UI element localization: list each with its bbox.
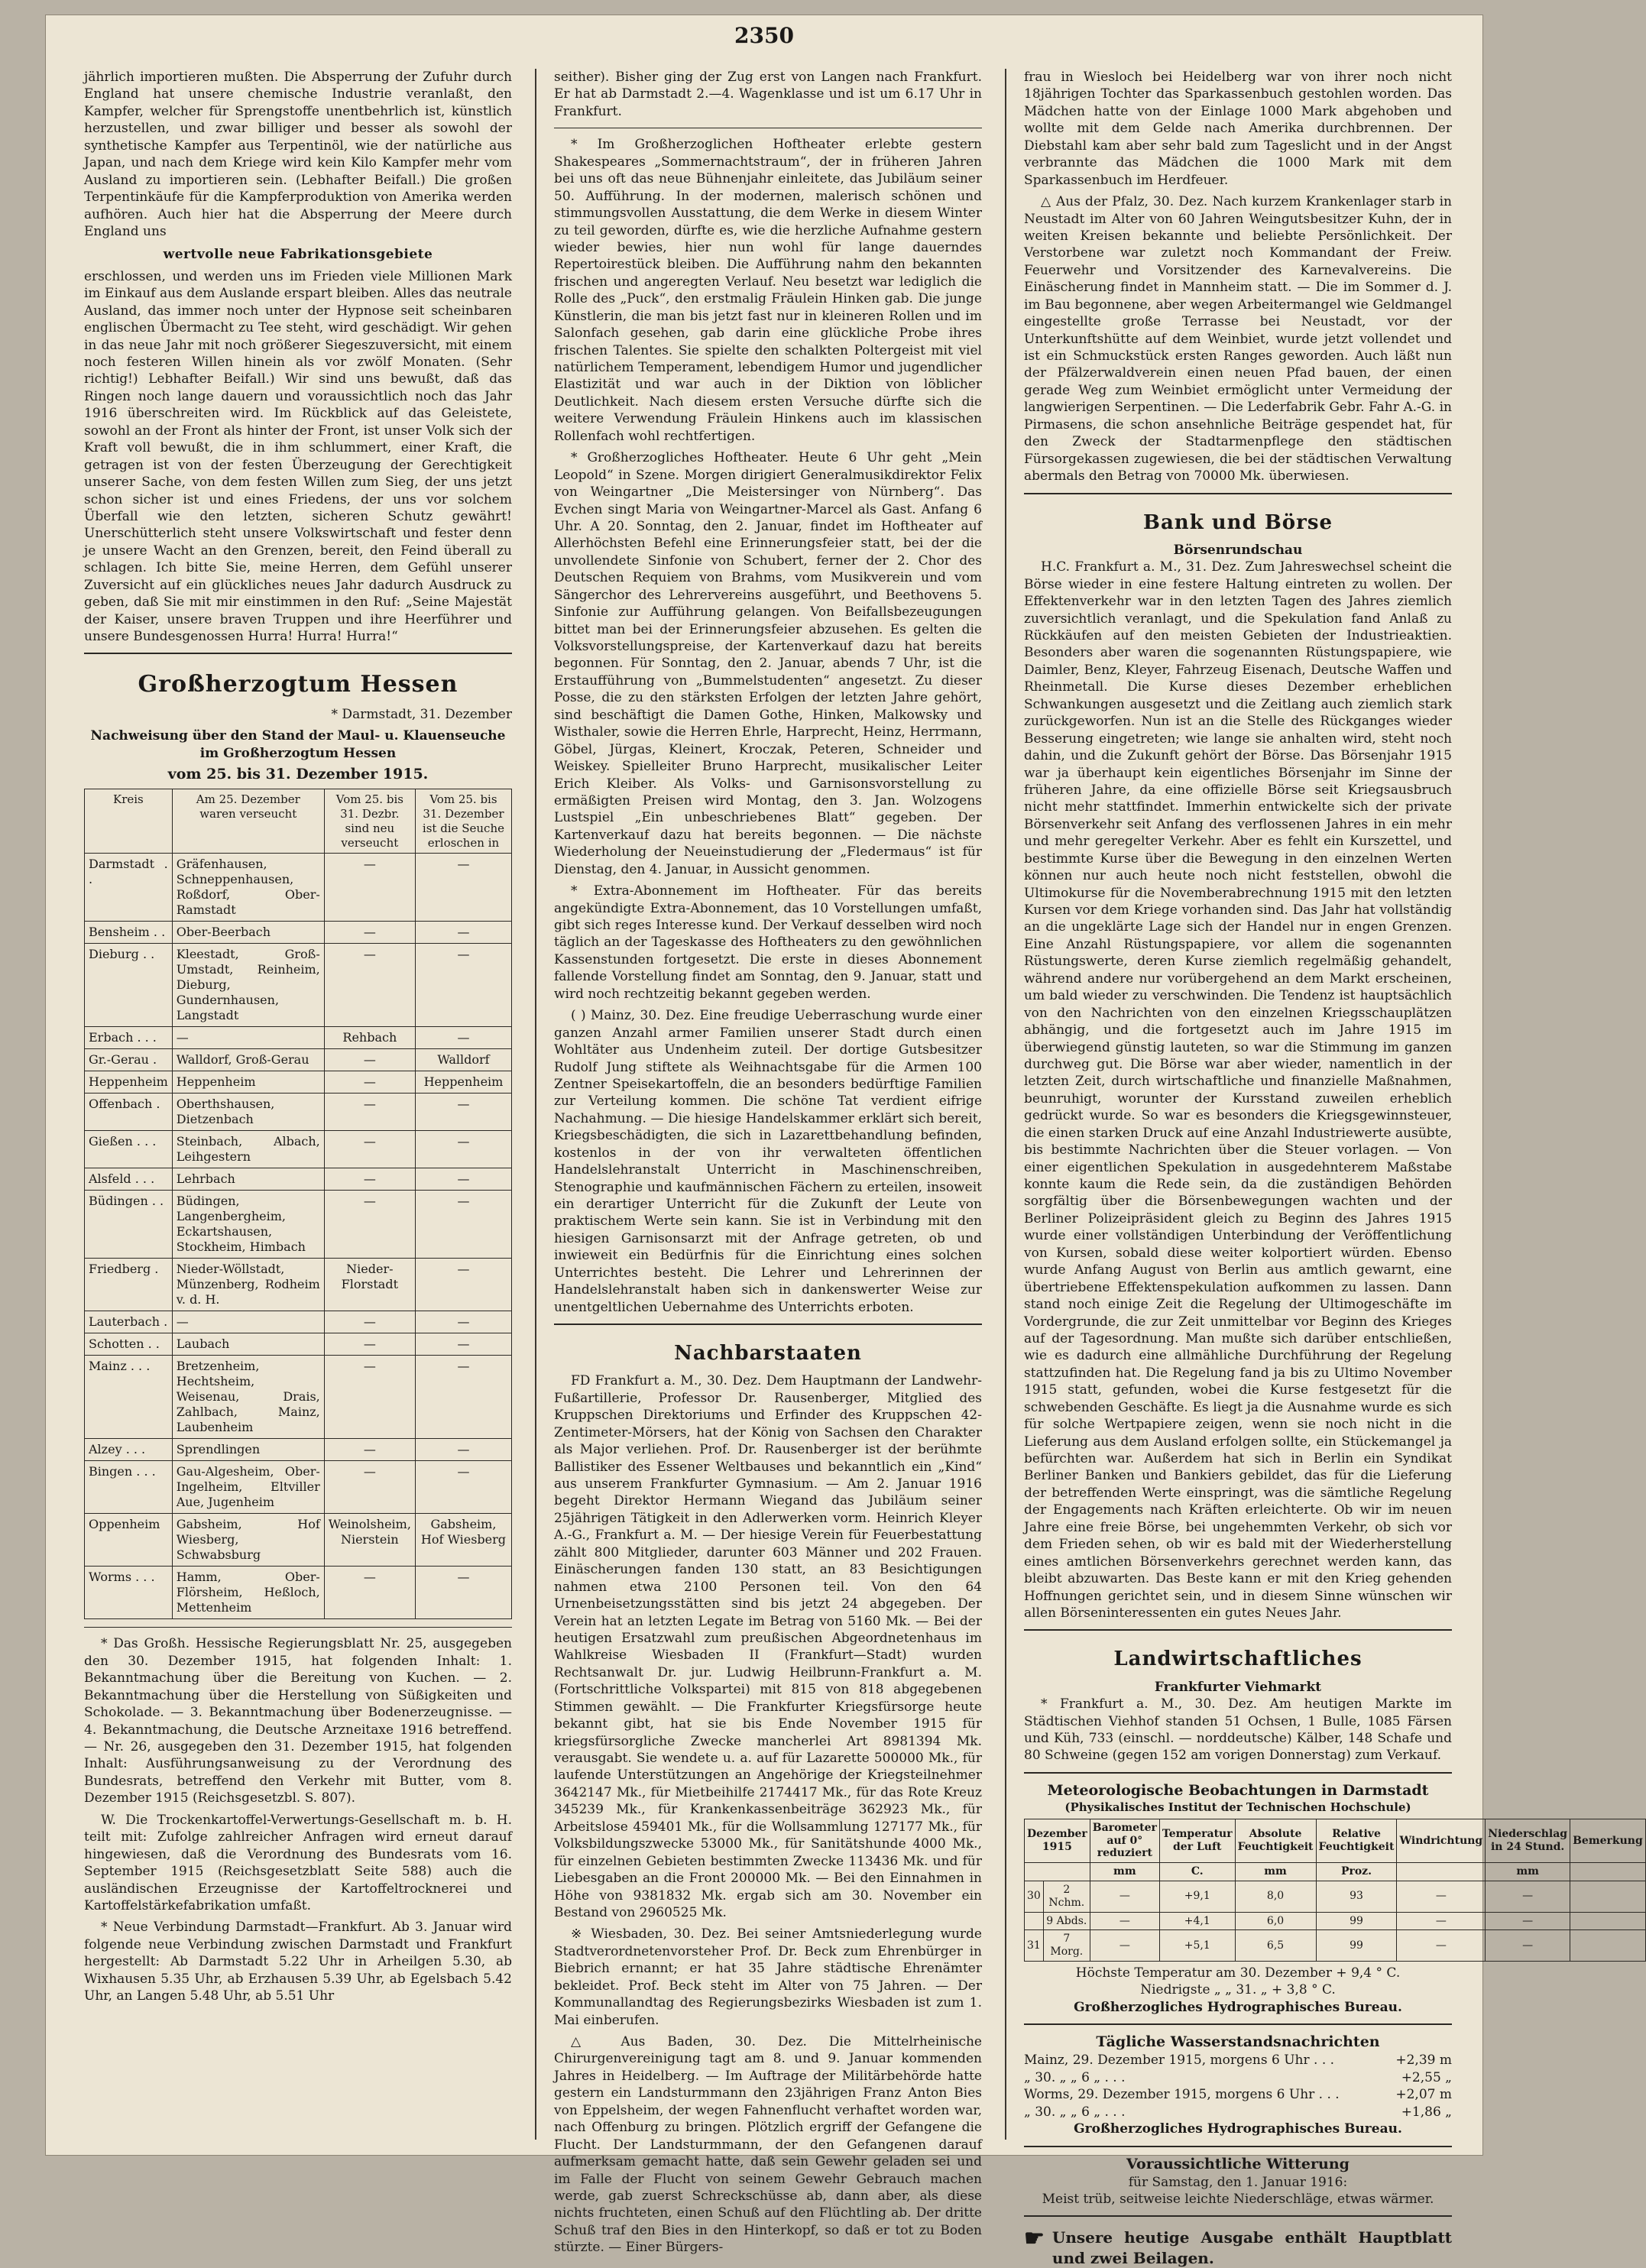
- divider: [1024, 493, 1452, 494]
- table-cell: Laubach: [172, 1333, 324, 1356]
- table-row: [85, 854, 512, 922]
- table-cell: [1570, 1881, 1646, 1912]
- table-row: [85, 1356, 512, 1439]
- weather-date: für Samstag, den 1. Januar 1916:: [1128, 2174, 1348, 2190]
- table-cell: —: [324, 1356, 415, 1439]
- table-header: Temperatur der Luft: [1159, 1819, 1235, 1862]
- table-cell: 93: [1316, 1881, 1397, 1912]
- table-header: Am 25. Dezember waren verseucht: [172, 789, 324, 854]
- table-cell: —: [324, 1094, 415, 1131]
- table-cell: Erbach . . .: [85, 1027, 173, 1049]
- table-cell: —: [415, 1356, 511, 1439]
- divider: [1024, 2146, 1452, 2147]
- table-cell: 30: [1025, 1881, 1044, 1912]
- temp-min: Niedrigste „ „ 31. „ + 3,8 ° C.: [1140, 1982, 1336, 1998]
- table-cell: Gau-Algesheim, Ober-Ingelheim, Eltviller Aue, Jugenheim: [172, 1461, 324, 1514]
- table-cell: Oppenheim: [85, 1514, 173, 1567]
- table-header: Windrichtung: [1397, 1819, 1486, 1862]
- table-cell: —: [415, 1094, 511, 1131]
- table-cell: —: [172, 1027, 324, 1049]
- table-cell: —: [324, 1191, 415, 1259]
- divider: [84, 1627, 512, 1628]
- table-cell: —: [415, 922, 511, 944]
- section-title-agri: Landwirtschaftliches: [1113, 1648, 1362, 1671]
- news-item: H.C. Frankfurt a. M., 31. Dez. Zum Jahreswechsel scheint die Börse wieder in eine festere Haltung eintreten zu wollen. Der Effektenverkehr war in den letzten Tagen des Jahres ziemlich zuversichtlich veranlagt, und die Spekulation fand Anlaß zu Rückkäufen auf den meisten Gebieten der Industrieaktien. Besonders aber waren die sogenannten Rüstungspapiere, wie Daimler, Benz, Kleyer, Fahrzeug Eisenach, Deutsche Waffen und Rheinmetall. Die Kurse dieses Dezember erheblichen Schwankungen ausgesetzt und die Zeitlang auch ziemlich stark zurückgeworfen. Nun ist an die Stelle des Rückganges wieder Besserung eingetreten; wie lange sie anhalten wird, steht noch dahin, und die Zukunft gehört der Börse. Das Börsenjahr 1915 war ja überhaupt kein eigentliches Börsenjahr im Sinne der früheren Jahre, da eine offizielle Börse seit Kriegsausbruch nicht mehr stattfindet. Immerhin entwickelte sich der private Börsenverkehr seit Anfang des verflossenen Jahres in ein mehr und mehr geregelter Verkehr. Aber es fehlt ein Kurszettel, und bestimmte Kurse über die Bewegung in den einzelnen Werten können nur auch heute noch nicht feststellen, obwohl die Ultimokurse für die Novemberabrechnung 1915 mit den letzten Kursen vor dem Kriege vorhanden sind. Das Jahr hat vollständig an die ungeklärte Lage sich der Handel nur in engen Grenzen. Eine Anzahl Rüstungspapiere, vor allem die sogenannten Rüstungswerte, deren Kurse ziemlich regelmäßig gehandelt, während andere nur vorübergehend an dem Markt erscheinen, um bald wieder zu verschwinden. Die Tendenz ist hauptsächlich von den Nachrichten von den einzelnen Kriegsschauplätzen abhängig, und die fortgesetzt auch im Jahre 1915 im überwiegend günstig lauteten, so war die Stimmung im ganzen durchweg gut. Die Börse war aber wieder, namentlich in der letzten Zeit, durch wirtschaftliche und finanzielle Maßnahmen, beunruhigt, worunter der Kursstand zuweilen erheblich gedrückt wurde. So war es besonders die Kriegsgewinnsteuer, die einen starken Druck auf eine Anzahl Industriewerte ausübte, bis bestimmte Nachrichten über die Steuer vorlagen. — Von einer eigentlichen Spekulation in ausgedehnterem Maßstabe konnte kaum die Rede sein, da die zuständigen Behörden sorgfältig über die Börsenbewegungen wachten und der Berliner Polizeipräsident gleich zu Beginn des Jahres 1915 wurde einer vollständigen Unterbindung der Veröffentlichung von Kursen, sobald diese weiter kolportiert würden. Ebenso wurde Anfang August von Berlin aus amtlich gewarnt, eine übertriebene Effektenspekulation aufkommen zu lassen. Dann stand noch einige Zeit die Regelung der Ultimogeschäfte im Vordergrunde, die zur Zeit unmittelbar vor Beginn des Krieges auf der Tagesordnung. Man mußte sich darüber entschließen, wie es dadurch eine allmähliche Durchführung der Regelung stattzufinden hat. Die Regelung fand ja bis zu Ultimo November 1915 statt, gefunden, wobei die Kurse festgesetzt für die schwebenden Geschäfte. Es liegt ja die Ausnahme wurde es sich für solche Wertpapiere zeigen, wenn sie noch nicht in die Lieferung aus dem Ausland erfolgen sollte, ein Stückemangel ja befürchten war. Außerdem hat sich in Berlin ein Syndikat Berliner Banken und Bankiers gebildet, das für die Lieferung der betreffenden Werte einspringt, was die sämtliche Regelung der Engagements nach Kräften erleichterte. Ob wir im neuen Jahre eine freie Börse, bei ungehemmten Verkehr, ob sich vor dem Frieden sehen, ob wir es bald mit der Wiederherstellung eines amtlichen Börsenverkehrs gerechnet werden kann, das bleibt abzuwarten. Das Beste kann er mit den Krieg gehenden Hoffnungen gerichtet sein, und in diesem Sinne wünschen wir allen Börseninteressenten ein gutes Neues Jahr.: [1024, 559, 1452, 1621]
- dateline: * Darmstadt, 31. Dezember: [331, 707, 512, 723]
- column-right: [1024, 69, 1643, 2267]
- table-cell: 31: [1025, 1930, 1044, 1962]
- news-item: △ Aus der Pfalz, 30. Dez. Nach kurzem Krankenlager starb in Neustadt im Alter von 60 Jahren Weingutsbesitzer Kuhn, der in weiten Kreisen bekannte und beliebte Persönlichkeit. Der Verstorbene war zuletzt noch Kommandant der Freiw. Feuerwehr und Vorsitzender des Karnevalvereins. Die Einäscherung findet in Mannheim statt. — Die im Sommer d. J. im Bau begonnene, aber wegen Arbeitermangel wie Geldmangel eingestellte große Terrasse bei Neustadt, vor der Unterkunftshütte auf dem Weinbiet, wurde jetzt vollendet und ist ein Schmuckstück ersten Ranges geworden. Auch läßt nun der Pfälzerwaldverein einen neuen Pfad bauen, der einen gerade Weg zum Weinbiet ermöglicht unter Vermeidung der langwierigen Serpentinen. — Die Lederfabrik Gebr. Fahr A.-G. in Pirmasens, die schon ansehnliche Beiträge gespendet hat, für den Zweck der Stadtarmenpflege den städtischen Fürsorgekassen zugewiesen, die bei der städtischen Verwaltung abermals den Betrag von 70000 Mk. überwiesen.: [1024, 194, 1452, 484]
- news-item: ( ) Mainz, 30. Dez. Eine freudige Ueberraschung wurde einer ganzen Anzahl armer Familien unserer Stadt durch einen Wohltäter aus Undenheim zuteil. Der dortige Gutsbesitzer Rudolf Jung stiftete als Weihnachtsgabe für die Armen 100 Zentner Speisekartoffeln, die an besonders bedürftige Familien zur Verteilung kommen. Die schöne Tat verdient eifrige Nachahmung. — Die hiesige Handelskammer erklärt sich bereit, Kriegsbeschädigten, die sich in Lazarettbehandlung befinden, kostenlos in der von ihr verwalteten öffentlichen Handelslehranstalt Unterricht in Maschinenschreiben, Stenographie und kaufmännischen Fächern zu erteilen, insoweit ein derartiger Unterricht für die Zukunft der Leute von praktischem Werte sein kann. Sie ist in Verbindung mit den hiesigen Garnisonsarzt mit der Anfrage getreten, ob und inwieweit ein Bedürfnis für die Einrichtung eines solchen Unterrichtes besteht. Die Lehrer und Lehrerinnen der Handelslehranstalt haben sich in dankenswerter Weise zur unentgeltlichen Uebernahme des Unterrichts erboten.: [554, 1008, 982, 1315]
- table-cell: Schotten . .: [85, 1333, 173, 1356]
- table-cell: —: [324, 944, 415, 1027]
- water-value: +2,39 m: [1395, 2053, 1452, 2069]
- table-row: [85, 1027, 512, 1049]
- table-cell: —: [324, 1049, 415, 1071]
- table-cell: —: [415, 1333, 511, 1356]
- news-item: * Das Großh. Hessische Regierungsblatt Nr. 25, ausgegeben den 30. Dezember 1915, hat folgenden Inhalt: 1. Bekanntmachung über die Bereitung von Kuchen. — 2. Bekanntmachung über die Herstellung von Süßigkeiten und Schokolade. — 3. Bekanntmachung über Bodenerzeugnisse. — 4. Bekanntmachung, die Deutsche Arzneitaxe 1916 betreffend. — Nr. 26, ausgegeben den 31. Dezember 1915, hat folgenden Inhalt: Ausführungsanweisung zu der Verordnung des Bundesrats, betreffend den Verkehr mit Butter, vom 8. Dezember 1915 (Reichsgesetzbl. S. 807).: [84, 1636, 512, 1806]
- section-title-hessen: Großherzogtum Hessen: [138, 671, 458, 698]
- table-cell: Alzey . . .: [85, 1439, 173, 1461]
- table-body: [1025, 1881, 1646, 1961]
- table-header-row: [1025, 1819, 1646, 1862]
- report-period: vom 25. bis 31. Dezember 1915.: [167, 766, 429, 783]
- table-cell: Nieder-Wöllstadt, Münzenberg, Rodheim v. d. H.: [172, 1259, 324, 1311]
- table-cell: Alsfeld . . .: [85, 1168, 173, 1191]
- water-title: Tägliche Wasserstandsnachrichten: [1096, 2033, 1380, 2051]
- table-row: [85, 1333, 512, 1356]
- water-label: „ 30. „ „ 6 „ . . .: [1024, 2069, 1126, 2085]
- table-header-row: [85, 789, 512, 854]
- table-cell: Gräfenhausen, Schneppenhausen, Roßdorf, Ober-Ramstadt: [172, 854, 324, 922]
- table-cell: 6,0: [1235, 1912, 1316, 1930]
- table-cell: Sprendlingen: [172, 1439, 324, 1461]
- table-row: [85, 1439, 512, 1461]
- table-cell: —: [172, 1311, 324, 1333]
- table-header: Dezember 1915: [1025, 1819, 1090, 1862]
- table-cell: —: [324, 922, 415, 944]
- table-header: Absolute Feuchtigkeit: [1235, 1819, 1316, 1862]
- pointing-hand-icon: ☛: [1024, 2225, 1045, 2253]
- table-cell: —: [415, 1567, 511, 1619]
- table-cell: Gr.-Gerau .: [85, 1049, 173, 1071]
- table-cell: 8,0: [1235, 1881, 1316, 1912]
- table-cell: [1570, 1930, 1646, 1962]
- table-row: [85, 1567, 512, 1619]
- table-row: [85, 1461, 512, 1514]
- weather-text: Meist trüb, seitweise leichte Niederschläge, etwas wärmer.: [1042, 2192, 1434, 2208]
- table-cell: —: [1486, 1881, 1570, 1912]
- water-source: Großherzogliches Hydrographisches Bureau.: [1074, 2121, 1402, 2137]
- table-row: [85, 1311, 512, 1333]
- table-cell: [1570, 1912, 1646, 1930]
- news-item: △ Aus Baden, 30. Dez. Die Mittelrheinische Chirurgenvereinigung tagt am 8. und 9. Januar kommenden Jahres in Heidelberg. — Im Auftrage der Militärbehörde hatte gestern ein Landsturmmann den 23jährigen Franz Anton Bies von Eppelsheim, der wegen Fahnenflucht verhaftet worden war, nach Offenburg zu bringen. Plötzlich ergriff der Gefangene die Flucht. Der Landsturmmann, der den Gefangenen darauf aufmerksam gemacht hatte, daß sein Gewehr geladen sei und im Falle der Flucht von seinem Gewehr Gebrauch machen werde, gab zuerst Schreckschüsse ab, dann aber, als diese nichts fruchteten, einen Schuß auf den Flüchtling ab. Der dritte Schuß traf den Bies in den Hinterkopf, so daß er tot zu Boden stürzte. — Einer Bürgers-: [554, 2034, 982, 2256]
- water-row: [1024, 2104, 1452, 2121]
- news-item: * Neue Verbindung Darmstadt—Frankfurt. Ab 3. Januar wird folgende neue Verbindung zwischen Darmstadt und Frankfurt hergestellt: Ab Darmstadt 5.22 Uhr in Arheilgen 5.30, ab Wixhausen 5.35 Uhr, ab Erzhausen 5.39 Uhr, ab Egelsbach 5.42 Uhr, an Langen 5.48 Uhr, ab 5.51 Uhr: [84, 1920, 512, 2004]
- section-title-bank: Bank und Börse: [1142, 510, 1333, 534]
- section-subtitle: Börsenrundschau: [1173, 542, 1303, 558]
- table-header: Vom 25. bis 31. Dezbr. sind neu verseucht: [324, 789, 415, 854]
- edition-note-text: Unsere heutige Ausgabe enthält Hauptblatt und zwei Beilagen.: [1051, 2228, 1452, 2267]
- table-cell: Worms . . .: [85, 1567, 173, 1619]
- column-left: [84, 69, 512, 2140]
- table-header: Bemerkung: [1570, 1819, 1646, 1862]
- table-cell: —: [415, 1191, 511, 1259]
- table-cell: 9 Abds.: [1043, 1912, 1090, 1930]
- table-row: [85, 922, 512, 944]
- table-row: [85, 1094, 512, 1131]
- table-cell: Steinbach, Albach, Leihgestern: [172, 1131, 324, 1168]
- table-cell: —: [1090, 1912, 1159, 1930]
- table-cell: +4,1: [1159, 1912, 1235, 1930]
- section-subtitle: Frankfurter Viehmarkt: [1154, 1679, 1322, 1695]
- table-cell: —: [324, 1131, 415, 1168]
- table-cell: —: [1486, 1912, 1570, 1930]
- news-item: W. Die Trockenkartoffel-Verwertungs-Gesellschaft m. b. H. teilt mit: Zufolge zahlreicher Anfragen wird erneut darauf hingewiesen, daß die Verordnung des Bundesrats vom 16. September 1915 (Reichsgesetzblatt Seite 588) auch die ausländischen Erzeugnisse der Kartoffeltrocknerei und Kartoffelstärkefabrikation umfaßt.: [84, 1812, 512, 1913]
- water-value: +2,55 „: [1401, 2069, 1452, 2085]
- table-cell: Lauterbach .: [85, 1311, 173, 1333]
- table-row: [1025, 1881, 1646, 1912]
- divider: [1024, 2023, 1452, 2025]
- table-cell: Offenbach .: [85, 1094, 173, 1131]
- table-row: [85, 1131, 512, 1168]
- report-title-2: im Großherzogtum Hessen: [199, 745, 397, 761]
- table-cell: [1025, 1912, 1044, 1930]
- table-cell: Friedberg .: [85, 1259, 173, 1311]
- table-cell: —: [324, 1333, 415, 1356]
- table-row: [85, 1049, 512, 1071]
- table-cell: Mainz . . .: [85, 1356, 173, 1439]
- column-rule: [1005, 69, 1006, 2140]
- divider: [1024, 1629, 1452, 1631]
- table-cell: —: [415, 1259, 511, 1311]
- table-cell: +5,1: [1159, 1930, 1235, 1962]
- table-cell: —: [1090, 1881, 1159, 1912]
- table-unit: Proz.: [1316, 1863, 1397, 1881]
- table-cell: —: [1090, 1930, 1159, 1962]
- table-cell: —: [1486, 1930, 1570, 1962]
- table-cell: Lehrbach: [172, 1168, 324, 1191]
- table-cell: Walldorf, Groß-Gerau: [172, 1049, 324, 1071]
- news-item: * Extra-Abonnement im Hoftheater. Für das bereits angekündigte Extra-Abonnement, das 10 Vorstellungen umfaßt, gibt sich reges Interesse kund. Der Verkauf desselben wird noch täglich an der Tageskasse des Hoftheaters zu den gewöhnlichen Kassenstunden fortgesetzt. Die erste in dieses Abonnement fallende Vorstellung findet am Sonntag, den 9. Januar, statt und wird noch rechtzeitig bekannt gegeben werden.: [554, 883, 982, 1002]
- table-unit: mm: [1486, 1863, 1570, 1881]
- table-unit: [1570, 1863, 1646, 1881]
- article-continuation: jährlich importieren mußten. Die Absperrung der Zufuhr durch England hat unsere chemische Industrie veranlaßt, den Kampfer, welcher für Sprengstoffe unentbehrlich ist, künstlich herzustellen, und zwar billiger und besser als sowohl der synthetische Kampfer aus Terpentinöl, wie der natürliche aus Japan, und nach dem Kriege wird kein Kilo Kampfer mehr vom Ausland zu importieren sein. (Lebhafter Beifall.) Die großen Terpentinkäufe für die Kampferproduktion von Amerika werden aufhören. Auch hier hat die Absperrung der Meere durch England uns: [84, 70, 512, 239]
- table-cell: —: [415, 854, 511, 922]
- table-cell: 99: [1316, 1912, 1397, 1930]
- table-units-row: [1025, 1863, 1646, 1881]
- met-source: Großherzogliches Hydrographisches Bureau.: [1074, 1999, 1402, 2015]
- table-cell: —: [415, 1439, 511, 1461]
- table-row: [1025, 1912, 1646, 1930]
- newspaper-page: [46, 15, 1643, 2267]
- table-cell: Hamm, Ober-Flörsheim, Heßloch, Mettenheim: [172, 1567, 324, 1619]
- table-row: [85, 1071, 512, 1094]
- table-cell: —: [1397, 1930, 1486, 1962]
- table-unit: mm: [1090, 1863, 1159, 1881]
- water-value: +1,86 „: [1401, 2104, 1452, 2120]
- weather-table: [1024, 1819, 1646, 1962]
- table-unit: mm: [1235, 1863, 1316, 1881]
- table-cell: —: [324, 1168, 415, 1191]
- water-list: [1024, 2052, 1452, 2121]
- water-row: [1024, 2086, 1452, 2103]
- table-cell: —: [415, 1311, 511, 1333]
- water-row: [1024, 2052, 1452, 2069]
- table-unit: C.: [1159, 1863, 1235, 1881]
- table-unit: [1397, 1863, 1486, 1881]
- table-cell: —: [324, 1461, 415, 1514]
- table-cell: —: [415, 1168, 511, 1191]
- table-cell: —: [324, 1567, 415, 1619]
- table-cell: Ober-Beerbach: [172, 922, 324, 944]
- table-cell: Bingen . . .: [85, 1461, 173, 1514]
- table-cell: Darmstadt . .: [85, 854, 173, 922]
- table-cell: 2 Nchm.: [1043, 1881, 1090, 1912]
- table-row: [85, 1168, 512, 1191]
- disease-table: [84, 789, 512, 1619]
- table-row: [85, 1259, 512, 1311]
- table-cell: 99: [1316, 1930, 1397, 1962]
- article-subhead: wertvolle neue Fabrikationsgebiete: [163, 247, 433, 263]
- divider: [84, 653, 512, 654]
- news-item: * Frankfurt a. M., 30. Dez. Am heutigen Markte im Städtischen Viehhof standen 51 Ochsen, 1 Bulle, 1085 Färsen und Küh, 733 (einschl. — norddeutsche) Kälber, 148 Schafe und 80 Schweine (gegen 152 am vorigen Donnerstag) zum Verkauf.: [1024, 1696, 1452, 1764]
- table-row: [85, 1191, 512, 1259]
- water-row: [1024, 2069, 1452, 2086]
- table-header: Kreis: [85, 789, 173, 854]
- table-cell: Heppenheim: [415, 1071, 511, 1094]
- table-cell: Rehbach: [324, 1027, 415, 1049]
- article-body: erschlossen, und werden uns im Frieden viele Millionen Mark im Einkauf aus dem Auslande erspart bleiben. Alles das neutrale Ausland, das immer noch unter der Hypnose seit scheinbaren englischen Übermacht zu Tee steht, wird geschädigt. Wir gehen in das neue Jahr mit noch größerer Siegeszuversicht, mit einem noch festeren Willen hinein als vor zwölf Monaten. (Sehr richtig!) Lebhafter Beifall.) Wir sind uns bewußt, daß das Ringen noch lange dauern und voraussichtlich noch das Jahr 1916 überschreiten wird. Im Rückblick auf das Geleistete, sowohl an der Front als hinter der Front, ist unser Volk sich der Kraft voll bewußt, die in ihm schlummert, einer Kraft, die getragen ist von der festen Überzeugung der Gerechtigkeit unserer Sache, von dem festen Willen zum Sieg, der uns jetzt schon sicher ist und eines Friedens, der uns vor solchem Überfall wie den letzten, sicheren Schutz gewährt! Unerschütterlich steht unsere Volkswirtschaft und fester denn je unsere Wacht an den Grenzen, bereit, den Feind überall zu schlagen. Ich bitte Sie, meine Herren, dem Gefühl unserer Zuversicht auf ein glückliches neues Jahr dadurch Ausdruck zu geben, daß Sie mit mir einstimmen in den Ruf: „Seine Majestät der Kaiser, unsere braven Truppen und ihre Heerführer und unsere Bundesgenossen Hurra! Hurra! Hurra!“: [84, 268, 512, 644]
- table-cell: —: [324, 1439, 415, 1461]
- article-continuation: seither). Bisher ging der Zug erst von Langen nach Frankfurt. Er hat ab Darmstadt 2.—4. Wagenklasse und ist um 6.17 Uhr in Frankfurt.: [554, 70, 982, 119]
- table-cell: Walldorf: [415, 1049, 511, 1071]
- table-cell: Büdingen . .: [85, 1191, 173, 1259]
- table-row: [85, 1514, 512, 1567]
- table-header: Barometer auf 0° reduziert: [1090, 1819, 1159, 1862]
- table-body: [85, 854, 512, 1619]
- table-cell: Gabsheim, Hof Wiesberg: [415, 1514, 511, 1567]
- temp-max: Höchste Temperatur am 30. Dezember + 9,4 ° C.: [1075, 1965, 1401, 1981]
- table-cell: Bretzenheim, Hechtsheim, Weisenau, Drais, Zahlbach, Mainz, Laubenheim: [172, 1356, 324, 1439]
- table-cell: —: [324, 1311, 415, 1333]
- met-title: Meteorologische Beobachtungen in Darmstadt: [1047, 1781, 1429, 1799]
- edition-note: [1024, 2225, 1452, 2268]
- table-cell: —: [415, 1461, 511, 1514]
- column-middle: [554, 69, 982, 2256]
- table-cell: Gießen . . .: [85, 1131, 173, 1168]
- table-cell: Oberthshausen, Dietzenbach: [172, 1094, 324, 1131]
- divider: [1024, 1772, 1452, 1774]
- divider: [1024, 2215, 1452, 2217]
- table-cell: —: [415, 944, 511, 1027]
- news-item: * Im Großherzoglichen Hoftheater erlebte gestern Shakespeares „Sommernachtstraum“, der in früheren Jahren bei uns oft das neue Bühnenjahr einleitete, das Jubiläum seiner 50. Aufführung. In der modernen, malerisch schönen und stimmungsvollen Ausstattung, die dem Werke in diesem Winter zu teil geworden, dürfte es, wie die herzliche Aufnahme gestern wieder bewies, hier nun wohl für lange dauerndes Repertoirestück bleiben. Die Aufführung nahm den bekannten frischen und angeregten Verlauf. Neu besetzt war lediglich die Rolle des „Puck“, den erstmalig Fräulein Hinken gab. Die junge Künstlerin, die man bis jetzt fast nur in kleineren Rollen und im Salonfach gesehen, gab darin eine glückliche Probe ihres frischen Talentes. Sie spielte den schalkten Poltergeist mit viel natürlichem Temperament, lebendigem Humor und jugendlicher Elastizität und war auch in der Diktion von löblicher Deutlichkeit. Nach diesem ersten Versuche dürfte sich die weitere Verwendung Fräulein Hinkens auch im klassischen Rollenfach wohl rechtfertigen.: [554, 137, 982, 444]
- report-title: Nachweisung über den Stand der Maul- u. Klauenseuche: [90, 728, 506, 744]
- table-cell: Heppenheim: [85, 1071, 173, 1094]
- met-subtitle: (Physikalisches Institut der Technischen Hochschule): [1064, 1800, 1411, 1814]
- article-continuation: frau in Wiesloch bei Heidelberg war von ihrer noch nicht 18jährigen Tochter das Sparkassenbuch gestohlen worden. Das Mädchen hatte von der Einlage 1000 Mark abgehoben und wollte mit dem Gelde nach Amerika durchbrennen. Der Diebstahl kam aber sehr bald zum Tageslicht und in der Angst verbrannte das Mädchen die 1000 Mark mit dem Sparkassenbuch im Herdfeuer.: [1024, 70, 1452, 188]
- table-cell: Gabsheim, Hof Wiesberg, Schwabsburg: [172, 1514, 324, 1567]
- water-label: Worms, 29. Dezember 1915, morgens 6 Uhr . . .: [1024, 2087, 1340, 2103]
- column-rule: [535, 69, 536, 2140]
- table-cell: Nieder-Florstadt: [324, 1259, 415, 1311]
- table-cell: Bensheim . .: [85, 922, 173, 944]
- table-cell: —: [415, 1027, 511, 1049]
- table-cell: Dieburg . .: [85, 944, 173, 1027]
- table-header: Vom 25. bis 31. Dezember ist die Seuche erloschen in: [415, 789, 511, 854]
- table-header: Niederschlag in 24 Stund.: [1486, 1819, 1570, 1862]
- water-label: Mainz, 29. Dezember 1915, morgens 6 Uhr . . .: [1024, 2053, 1335, 2069]
- table-unit: [1025, 1863, 1090, 1881]
- news-item: * Großherzogliches Hoftheater. Heute 6 Uhr geht „Mein Leopold“ in Szene. Morgen dirigiert Generalmusikdirektor Felix von Weingartner „Die Meistersinger von Nürnberg“. Das Evchen singt Maria von Weingartner-Marcel als Gast. Anfang 6 Uhr. A 20. Sonntag, den 2. Januar, findet im Hoftheater auf Allerhöchsten Befehl eine Erinnerungsfeier statt, bei der die unvollendete Sinfonie von Schubert, ferner der 2. Chor des Deutschen Requiem von Brahms, vom Musikverein und vom Sängerchor des Lehrervereins ausgeführt, und Beethovens 5. Sinfonie zur Aufführung gelangen. Von Beifallsbezeugungen bittet man bei der Erinnerungsfeier abzusehen. Es gelten die Volksvorstellungspreise, der Kartenverkauf dazu hat bereits begonnen. Für Sonntag, den 2. Januar, abends 7 Uhr, ist die Erstaufführung von „Bummelstudenten“ angesetzt. Zu dieser Posse, die zu den stärksten Erfolgen der letzten Jahre gehört, sind beschäftigt die Damen Gothe, Hinken, Malkowsky und Wisthaler, sowie die Herren Ehrle, Harprecht, Heinz, Herrmann, Göbel, Jürgas, Kleinert, Kroczak, Peteren, Schneider und Weiskey. Spielleiter Bruno Harprecht, musikalischer Leiter Erich Kleiber. Als Volks- und Garnisonsvorstellung zu ermäßigten Preisen wird Montag, den 3. Jan. Wolzogens Lustspiel „Ein unbeschriebenes Blatt“ gegeben. Der Kartenverkauf dazu hat bereits begonnen. — Die nächste Wiederholung der Neueinstudierung der „Fledermaus“ ist für Dienstag, den 4. Januar, in Aussicht genommen.: [554, 450, 982, 877]
- water-label: „ 30. „ „ 6 „ . . .: [1024, 2104, 1126, 2120]
- table-cell: Büdingen, Langenbergheim, Eckartshausen, Stockheim, Himbach: [172, 1191, 324, 1259]
- water-value: +2,07 m: [1395, 2087, 1452, 2103]
- table-cell: Kleestadt, Groß-Umstadt, Reinheim, Dieburg, Gundernhausen, Langstadt: [172, 944, 324, 1027]
- table-cell: —: [324, 1071, 415, 1094]
- table-header: Relative Feuchtigkeit: [1316, 1819, 1397, 1862]
- table-cell: —: [1397, 1912, 1486, 1930]
- section-title-nachbarstaaten: Nachbarstaaten: [674, 1342, 862, 1366]
- news-item: ※ Wiesbaden, 30. Dez. Bei seiner Amtsniederlegung wurde Stadtverordnetenvorsteher Prof. Dr. Beck zum Ehrenbürger in Biebrich ernannt; er hat 35 Jahre städtische Ehrenämter bekleidet. Prof. Beck steht im Alter von 75 Jahren. — Der Kommunallandtag des Regierungsbezirks Wiesbaden ist zum 1. Mai einberufen.: [554, 1926, 982, 2028]
- table-cell: Heppenheim: [172, 1071, 324, 1094]
- table-cell: 6,5: [1235, 1930, 1316, 1962]
- news-item: FD Frankfurt a. M., 30. Dez. Dem Hauptmann der Landwehr-Fußartillerie, Professor Dr. Rausenberger, Mitglied des Kruppschen Direktoriums und Erfinder des Kruppschen 42-Zentimeter-Mörsers, hat der König von Sachsen den Charakter als Major verliehen. Prof. Dr. Rausenberger ist der berühmte Ballistiker des Essener Weltbauses und bekanntlich ein „Kind“ aus unserem Frankfurter Gymnasium. — Am 2. Januar 1916 begeht Direktor Hermann Wiegand das Jubiläum seiner 25jährigen Tätigkeit in den Adlerwerken vorm. Heinrich Kleyer A.-G., Frankfurt a. M. — Der hiesige Verein für Feuerbestattung zählt 800 Mitglieder, darunter 603 Männer und 202 Frauen. Einäscherungen fanden 130 statt, an 83 Besichtigungen nahmen etwa 2100 Personen teil. Von den 64 Urnenbeisetzungsstätten sind bis jetzt 24 abgegeben. Der Verein hat an letzten Legate im Betrag von 5160 Mk. — Bei der heutigen Ersatzwahl zum preußischen Abgeordnetenhaus im Wahlkreise Wiesbaden II (Frankfurt—Stadt) wurden Rechtsanwalt Dr. jur. Ludwig Heilbrunn-Frankfurt a. M. (Fortschrittliche Volkspartei) mit 815 von 818 abgegebenen Stimmen gewählt. — Die Frankfurter Kriegsfürsorge heute bekannt gibt, hat sie bis Ende November 1915 für kriegsfürsorgliche Zwecke mancherlei Art 8981394 Mk. verausgabt. Sie wendete u. a. auf für Lazarette 500000 Mk., für laufende Unterstützungen an Angehörige der Kriegsteilnehmer 3642147 Mk., für Mietbeihilfe 2174417 Mk., für das Rote Kreuz 345239 Mk., für Krankenkassenbeiträge 362923 Mk., für Arbeitslose 459401 Mk., für die Wollsammlung 127177 Mk., für Volksbildungszwecke 53000 Mk., für Sanitätshunde 4000 Mk., für einzelnen Gebieten bestimmten Zwecke 113436 Mk. und für Liebesgaben an die Front 200000 Mk. — Bei den Einnahmen in Höhe von 9381832 Mk. ergab sich am 30. November ein Bestand von 2960525 Mk.: [554, 1373, 982, 1920]
- table-cell: —: [1397, 1881, 1486, 1912]
- page-number: 2350: [734, 23, 794, 48]
- table-cell: 7 Morg.: [1043, 1930, 1090, 1962]
- table-cell: —: [415, 1131, 511, 1168]
- table-row: [1025, 1930, 1646, 1962]
- divider: [554, 1324, 982, 1325]
- table-cell: Weinolsheim, Nierstein: [324, 1514, 415, 1567]
- table-cell: —: [324, 854, 415, 922]
- weather-title: Voraussichtliche Witterung: [1126, 2155, 1350, 2172]
- table-cell: +9,1: [1159, 1881, 1235, 1912]
- table-row: [85, 944, 512, 1027]
